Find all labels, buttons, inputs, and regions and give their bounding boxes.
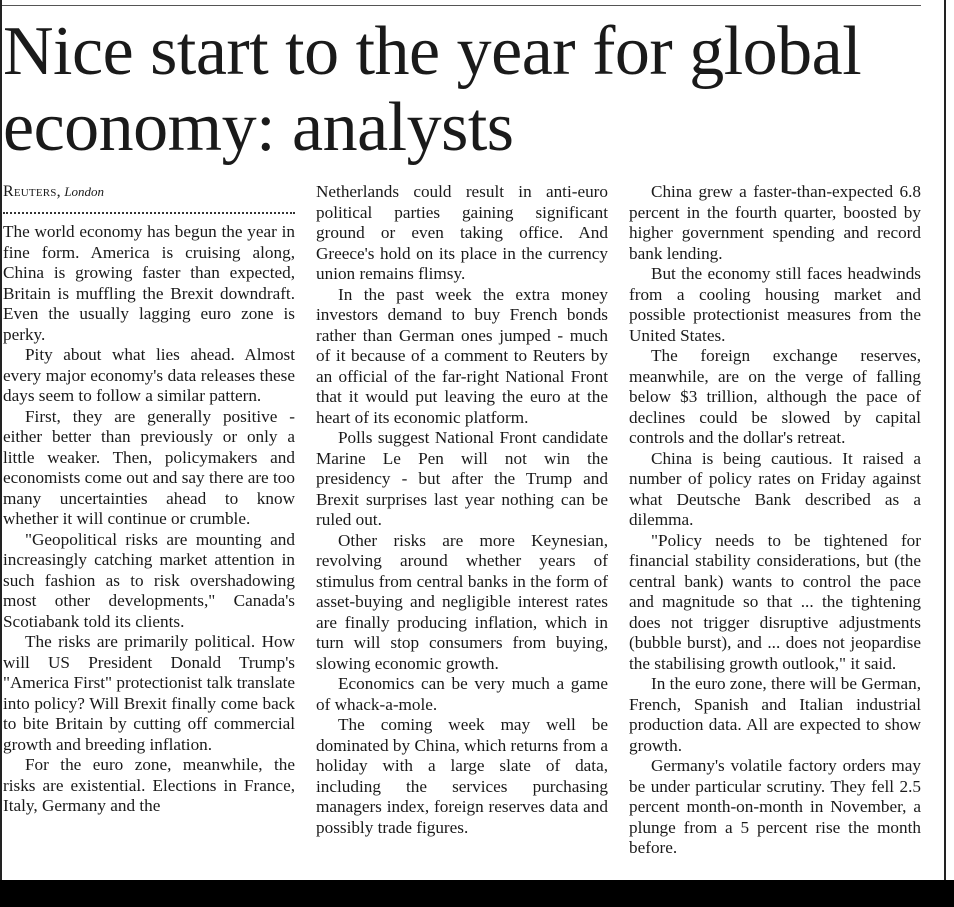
paragraph: The coming week may well be dominated by China, which returns from a holiday with a large slate of data, including the services purchasing managers index, foreign reserves data and possibly trade figures. [316,715,608,837]
paragraph: China grew a faster-than-expected 6.8 percent in the fourth quarter, boosted by higher government spending and record bank lending. [629,182,921,263]
bottom-black-bar [0,880,954,907]
paragraph: In the past week the extra money investors demand to buy French bonds rather than German ones jumped - much of it because of a comment to Reuters by an official of the far-right National Front that it would put leaving the euro at the heart of its economic platform. [316,284,608,427]
paragraph: Netherlands could result in anti-euro political parties gaining significant ground or even taking office. And Greece's hold on its place in the currency union remains flimsy. [316,182,608,283]
paragraph: In the euro zone, there will be German, French, Spanish and Italian industrial production data. All are expected to show growth. [629,674,921,755]
paragraph: China is being cautious. It raised a number of policy rates on Friday against what Deutsche Bank described as a dilemma. [629,448,921,529]
article-column-1 [3,182,295,817]
top-rule [0,5,921,6]
paragraph: The risks are primarily political. How will US President Donald Trump's "America First" protectionist talk translate into policy? Will Brexit finally come back to bite Britain by cutting off commercial growth and breeding inflation. [3,632,295,754]
paragraph: Other risks are more Keynesian, revolving around whether years of stimulus from central banks in the form of asset-buying and negligible interest rates are finally producing inflation, which in turn will stop consumers from buying, slowing economic growth. [316,530,608,673]
paragraph: "Policy needs to be tightened for financial stability considerations, but (the central bank) wants to control the pace and magnitude so that ... the tightening does not trigger disruptive adjustments (bubble burst), and ... does not jeopardise the stabilising growth outlook," it said. [629,530,921,673]
paragraph: But the economy still faces headwinds from a cooling housing market and possible protectionist measures from the United States. [629,264,921,345]
byline-divider [3,212,295,214]
paragraph: For the euro zone, meanwhile, the risks are existential. Elections in France, Italy, Germany and the [3,755,295,815]
byline-location: London [64,184,105,199]
paragraph: First, they are generally positive - either better than previously or only a little weaker. Then, policymakers and economists come out and say there are too many uncertainties ahead to know whether it will continue or crumble. [3,406,295,528]
page-left-edge [0,0,2,880]
article-column-2 [316,182,608,838]
byline-agency: Reuters, [3,183,61,200]
article-column-3 [629,182,921,859]
page-right-edge [944,0,946,880]
headline: Nice start to the year for global economy: analysts [3,13,862,166]
paragraph: The foreign exchange reserves, meanwhile, are on the verge of falling below $3 trillion, although the pace of declines could be slowed by capital controls and the dollar's retreat. [629,346,921,447]
byline [3,182,295,202]
paragraph: Economics can be very much a game of whack-a-mole. [316,674,608,714]
paragraph: "Geopolitical risks are mounting and increasingly catching market attention in such fashion as to risk overshadowing most other developments," Canada's Scotiabank told its clients. [3,529,295,631]
paragraph: Germany's volatile factory orders may be under particular scrutiny. They fell 2.5 percent month-on-month in November, a plunge from a 5 percent rise the month before. [629,756,921,857]
paragraph: The world economy has begun the year in fine form. America is cruising along, China is growing faster than expected, Britain is muffling the Brexit downdraft. Even the usually lagging euro zone is perky. [3,222,295,344]
paragraph: Polls suggest National Front candidate Marine Le Pen will not win the presidency - but after the Trump and Brexit surprises last year nothing can be ruled out. [316,428,608,529]
paragraph: Pity about what lies ahead. Almost every major economy's data releases these days seem to follow a similar pattern. [3,345,295,405]
